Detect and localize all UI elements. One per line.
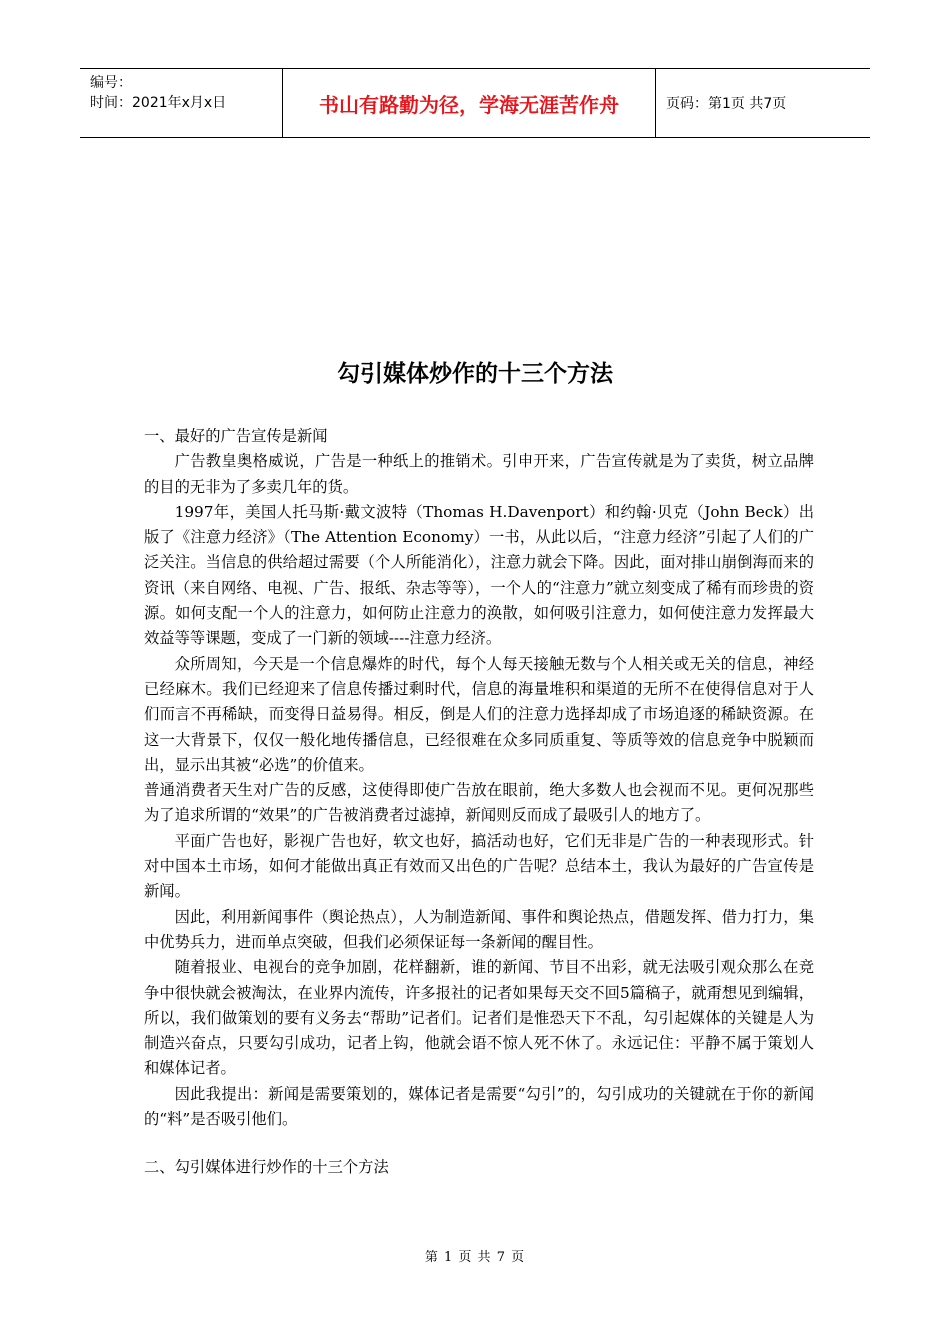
paragraph: 广告教皇奥格威说，广告是一种纸上的推销术。引申开来，广告宣传就是为了卖货，树立品牌的目的无非为了多卖几年的货。	[144, 452, 814, 496]
paragraph: 1997年，美国人托马斯·戴文波特（Thomas H.Davenport）和约翰·贝克（John Beck）出版了《注意力经济》（The Attention Economy）一书，从此以后，“注意力经济”引起了人们的广泛关注。当信息的供给超过需要（个人所能消化），注意力就会下降。因此，面对排山崩倒海而来的资讯（来自网络、电视、广告、报纸、杂志等等），一个人的“注意力”就立刻变成了稀有而珍贵的资源。如何支配一个人的注意力，如何防止注意力的涣散，如何吸引注意力，如何使注意力发挥最大效益等等课题，变成了一门新的领域----注意力经济。	[144, 502, 814, 648]
paragraph: 因此，利用新闻事件（舆论热点），人为制造新闻、事件和舆论热点，借题发挥、借力打力，集中优势兵力，进而单点突破，但我们必须保证每一条新闻的醒目性。	[144, 907, 814, 951]
paragraph: 平面广告也好，影视广告也好，软文也好，搞活动也好，它们无非是广告的一种表现形式。针对中国本土市场，如何才能做出真正有效而又出色的广告呢？总结本土，我认为最好的广告宣传是新闻。	[144, 831, 814, 901]
header-motto: 书山有路勤为径，学海无涯苦作舟	[282, 69, 656, 137]
section-heading-2: 二、勾引媒体进行炒作的十三个方法	[144, 1158, 389, 1177]
header-number: 编号：	[90, 75, 132, 91]
paragraph: 随着报业、电视台的竞争加剧，花样翻新，谁的新闻、节目不出彩，就无法吸引观众那么在竞争中很快就会被淘汰，在业界内流传，许多报社的记者如果每天交不回5篇稿子，就甭想见到编辑，所以，我们做策划的要有义务去“帮助”记者们。记者们是惟恐天下不乱，勾引起媒体的关键是人为制造兴奋点，只要勾引成功，记者上钩，他就会语不惊人死不休了。永远记住：平静不属于策划人和媒体记者。	[144, 958, 814, 1078]
paragraph: 众所周知，今天是一个信息爆炸的时代，每个人每天接触无数与个人相关或无关的信息，神经已经麻木。我们已经迎来了信息传播过剩时代，信息的海量堆积和渠道的无所不在使得信息对于人们而言不再稀缺，而变得日益易得。相反，倒是人们的注意力选择却成了市场追逐的稀缺资源。在这一大背景下，仅仅一般化地传播信息，已经很难在众多同质重复、等质等效的信息竞争中脱颖而出，显示出其被“必选”的价值来。	[144, 654, 814, 774]
paragraph: 普通消费者天生对广告的反感，这使得即使广告放在眼前，绝大多数人也会视而不见。更何况那些为了追求所谓的“效果”的广告被消费者过滤掉，新闻则反而成了最吸引人的地方了。	[144, 781, 814, 825]
section-heading-1: 一、最好的广告宣传是新闻	[144, 427, 328, 445]
header-time: 时间：2021年x月x日	[90, 95, 227, 111]
page-footer: 第 1 页 共 7 页	[424, 1250, 526, 1265]
document-title: 勾引媒体炒作的十三个方法	[337, 361, 613, 387]
paragraph: 因此我提出：新闻是需要策划的，媒体记者是需要“勾引”的，勾引成功的关键就在于你的新闻的“料”是否吸引他们。	[144, 1084, 814, 1129]
document-body	[144, 424, 814, 1181]
header-meta	[80, 69, 282, 137]
page-header	[80, 68, 870, 138]
header-page-code: 页码：第1页 共7页	[666, 96, 787, 112]
